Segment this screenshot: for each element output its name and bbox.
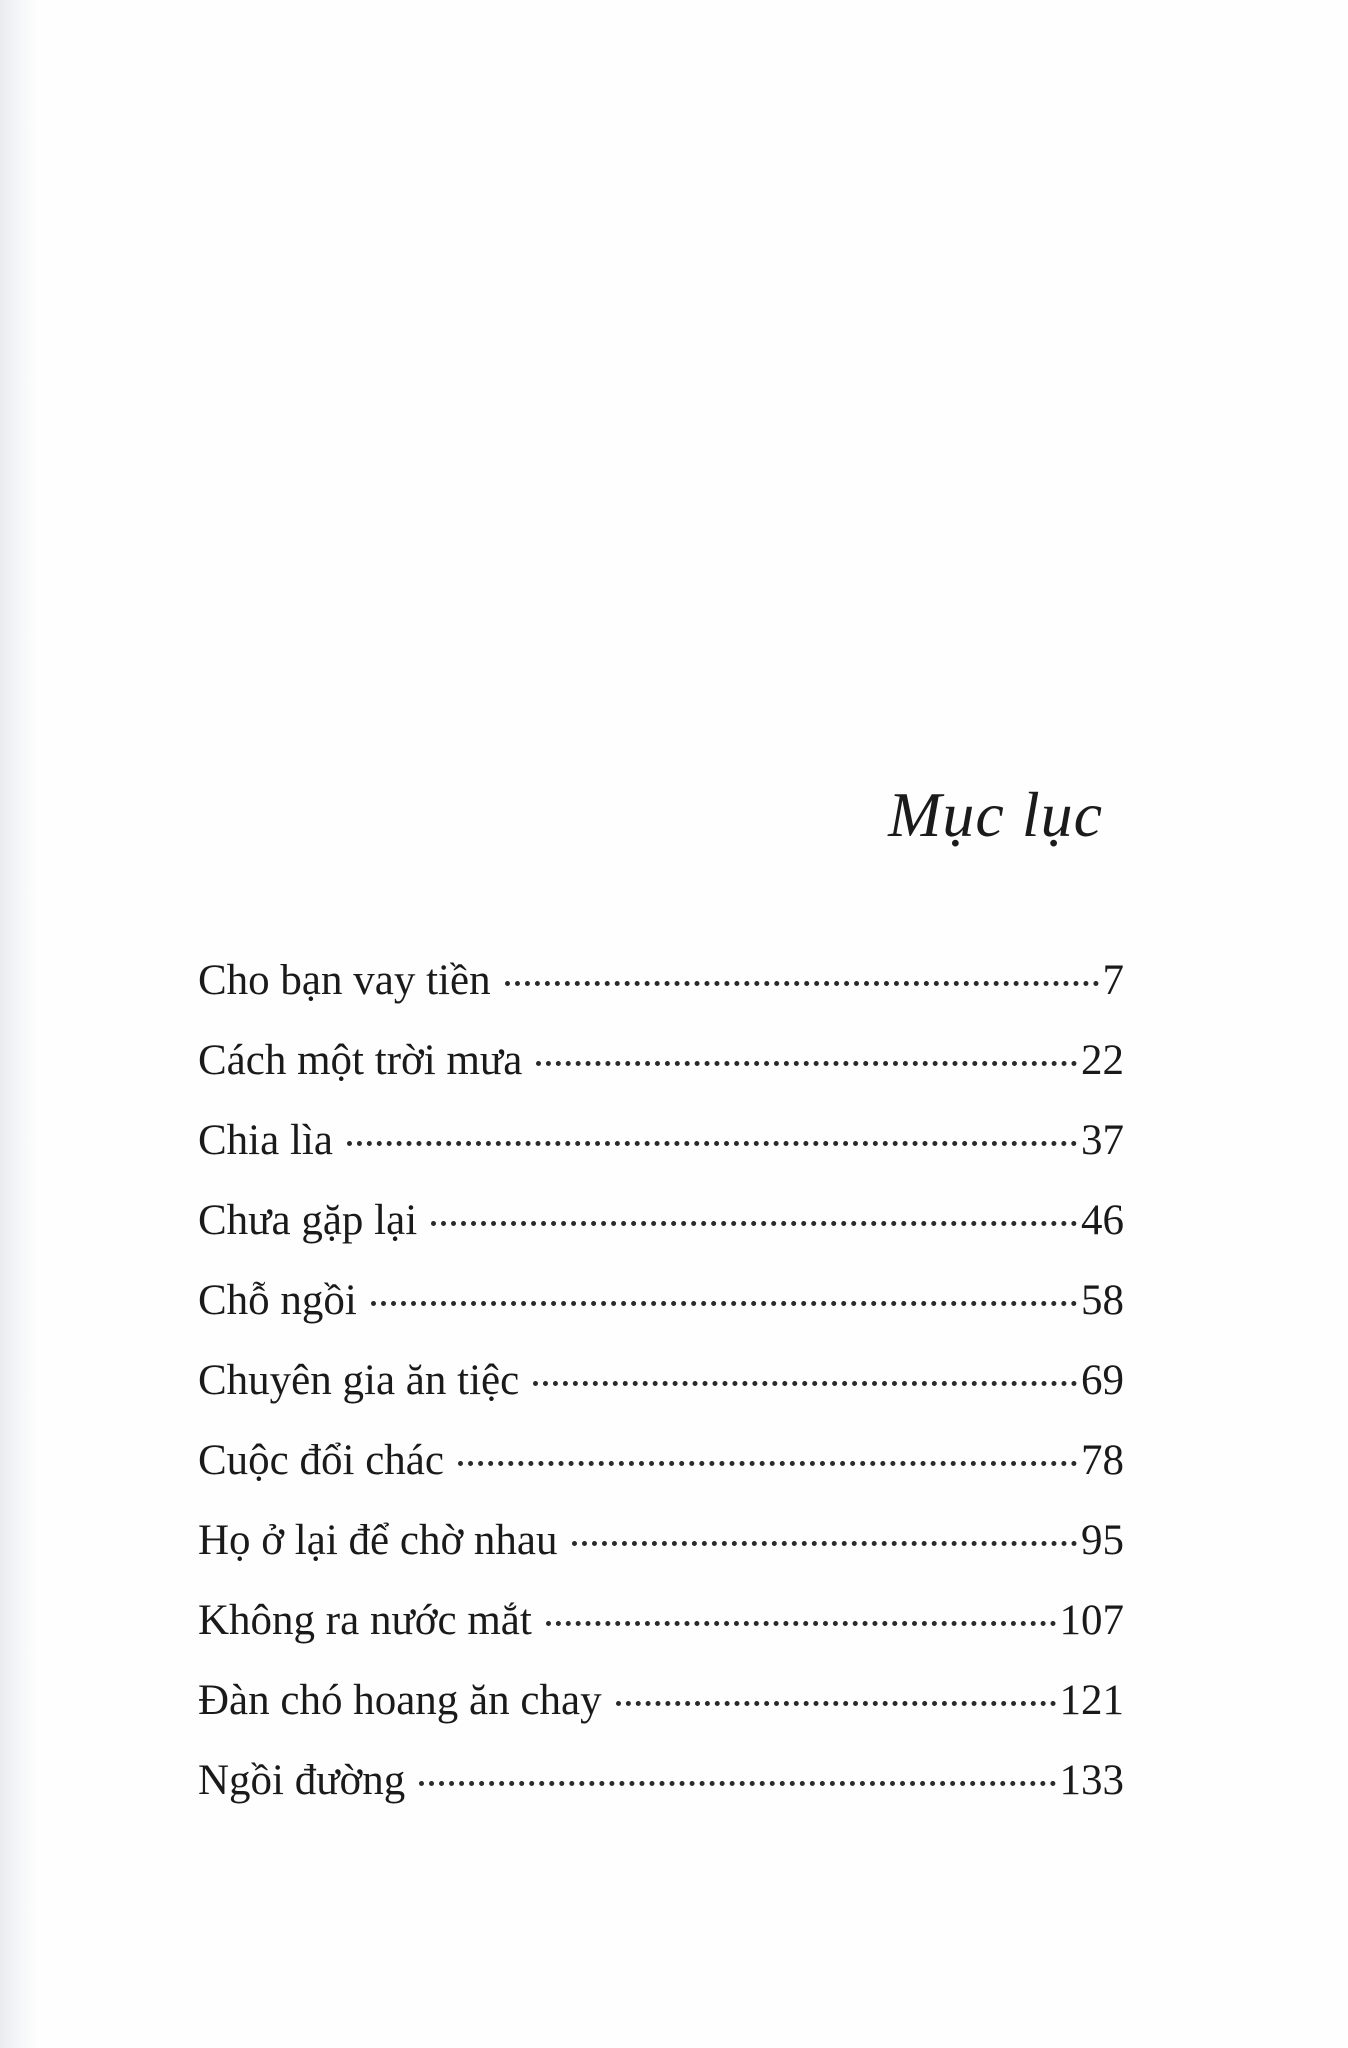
toc-entry-page: 121 [1059,1677,1124,1724]
dot-leader [347,1141,1077,1146]
page-edge-shadow [0,0,38,2048]
toc-entry-title: Họ ở lại để chờ nhau [198,1517,558,1564]
toc-entry-page: 58 [1081,1277,1124,1324]
dot-leader [546,1621,1056,1626]
dot-leader [431,1221,1077,1226]
toc-entry [198,1036,1124,1116]
toc-title: Mục lục [888,779,1103,850]
dot-leader [419,1781,1055,1786]
toc-entry [198,1676,1124,1756]
toc-entry [198,1436,1124,1516]
dot-leader [572,1541,1077,1546]
dot-leader [505,981,1099,986]
toc-entry [198,1116,1124,1196]
toc-entry-title: Chưa gặp lại [198,1197,418,1244]
dot-leader [616,1701,1056,1706]
dot-leader [533,1381,1077,1386]
toc-entry [198,956,1124,1036]
toc-entry-page: 95 [1081,1517,1124,1564]
toc-entry-title: Chuyên gia ăn tiệc [198,1357,520,1404]
toc-entry [198,1596,1124,1676]
toc-entry-title: Chia lìa [198,1117,333,1164]
toc-entry [198,1276,1124,1356]
toc-entry-title: Ngồi đường [198,1757,406,1804]
toc-entry-page: 22 [1081,1037,1124,1084]
toc-entry [198,1356,1124,1436]
toc-entry [198,1756,1124,1836]
toc-entry-title: Đàn chó hoang ăn chay [198,1677,602,1724]
toc-entry [198,1196,1124,1276]
toc-entry [198,1516,1124,1596]
toc-entry-page: 7 [1102,957,1124,1004]
toc-entry-page: 107 [1059,1597,1124,1644]
toc-entry-title: Cho bạn vay tiền [198,957,491,1004]
toc-entry-page: 46 [1081,1197,1124,1244]
toc-entry-page: 133 [1059,1757,1124,1804]
toc-entry-title: Chỗ ngồi [198,1277,357,1324]
toc-entry-title: Không ra nước mắt [198,1597,532,1644]
toc-entry-page: 78 [1081,1437,1124,1484]
toc-entry-title: Cách một trời mưa [198,1037,523,1084]
table-of-contents [198,956,1124,1836]
dot-leader [371,1301,1077,1306]
dot-leader [458,1461,1077,1466]
toc-entry-page: 37 [1081,1117,1124,1164]
toc-entry-title: Cuộc đổi chác [198,1437,444,1484]
toc-entry-page: 69 [1081,1357,1124,1404]
dot-leader [536,1061,1077,1066]
